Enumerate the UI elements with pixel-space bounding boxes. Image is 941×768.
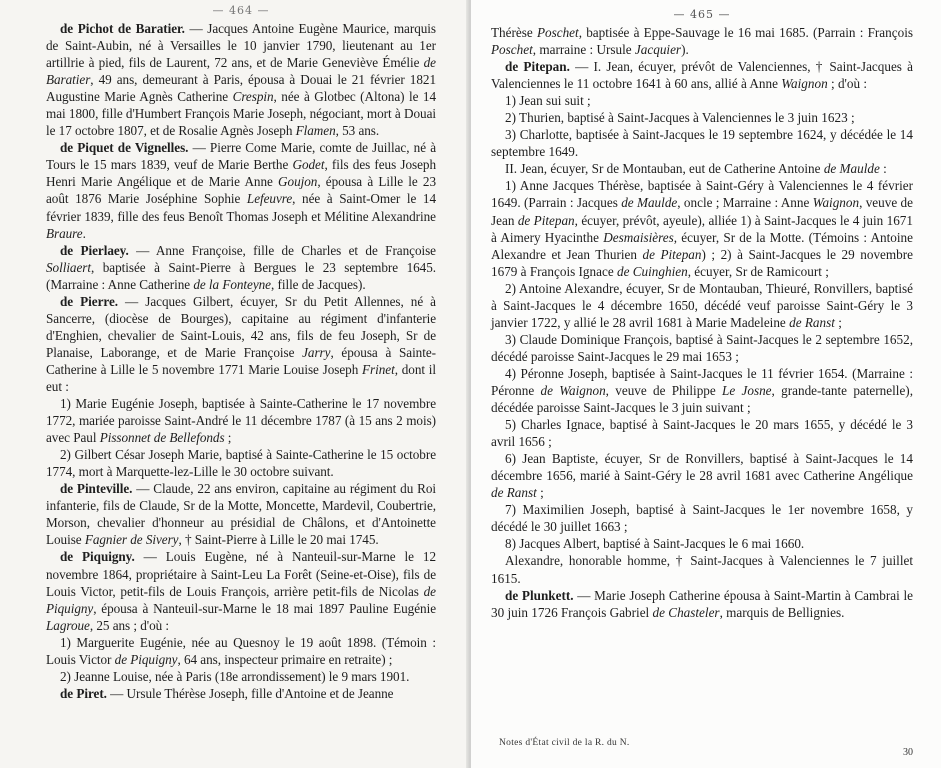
text-paragraph [491, 450, 913, 501]
signature-mark: 30 [903, 747, 913, 758]
text-run: 1) Anne Jacques Thérèse, baptisée à Saint-Géry à Valenciennes le 4 février 1649. (Parrain : Jacques [491, 178, 913, 211]
italic-name: Desmaisières [603, 229, 674, 245]
italic-name: de Ranst [789, 314, 835, 330]
text-run: 2) Gilbert César Joseph Marie, baptisé à Sainte-Catherine le 15 octobre 1774, mort à Marquette-lez-Lille le 30 octobre suivant. [46, 447, 436, 480]
text-run: , 53 ans. [335, 123, 380, 139]
italic-name: Waignon [781, 76, 828, 92]
text-run: , veuve de Jean [491, 195, 913, 228]
italic-name: Solliaert [46, 259, 91, 275]
text-run: , veuve de Philippe [605, 382, 723, 398]
text-run: , 25 ans ; d'où : [89, 617, 170, 633]
italic-name: de Cuinghien [616, 263, 688, 279]
italic-name: Crespin [232, 89, 274, 105]
text-run: ) ; 2) à Saint-Jacques le 29 novembre 1679 à François Ignace [491, 246, 913, 279]
text-run: , 49 ans, demeurant à Paris, épousa à Douai le 21 février 1821 Augustine Marie Agnès Catherine [46, 72, 436, 105]
italic-name: Fagnier de Sivery [84, 532, 179, 548]
text-paragraph [46, 668, 436, 685]
text-paragraph [491, 126, 913, 160]
text-run: — Jacques Antoine Eugène Maurice, marquis de Saint-Aubin, né à Versailles le 10 janvier 1790, lieutenant au 1er artillrie à pied, fils de Laurent, 72 ans, et de Marie Geneviève Émélie [46, 21, 436, 71]
text-run: 5) Charles Ignace, baptisé à Saint-Jacques le 20 mars 1655, y décédé le 3 avril 1656 ; [491, 417, 913, 450]
text-run: 2) Thurien, baptisé à Saint-Jacques à Valenciennes le 3 juin 1623 ; [505, 110, 855, 126]
entry-paragraph [46, 548, 436, 633]
italic-name: Lefeuvre [246, 191, 293, 207]
text-run: ). [681, 42, 689, 58]
entry-heading: de Pichot de Baratier. [60, 21, 185, 36]
italic-name: Flamen [295, 123, 336, 139]
italic-name: Poschet [491, 42, 533, 58]
text-paragraph [491, 416, 913, 450]
italic-name: Godet [292, 157, 325, 173]
entry-heading: de Piquigny. [60, 549, 135, 565]
text-run: , écuyer, Sr de Ramicourt ; [687, 263, 829, 279]
right-text-block [491, 24, 913, 621]
text-paragraph [491, 109, 913, 126]
text-run: — Anne Françoise, fille de Charles et de Françoise [128, 242, 436, 258]
text-run: , baptisée à Eppe-Sauvage le 16 mai 1685. (Parrain : François [578, 25, 914, 40]
text-run: — Jacques Gilbert, écuyer, Sr du Petit Allennes, né à Sancerre, (diocèse de Bourges), capitaine au régiment d'infanterie d'Enghien, chevalier de Saint-Louis, 42 ans, fils de feu Joseph, Sr de Planaise, Laborange, et de Marie Françoise [46, 293, 436, 360]
text-run: 6) Jean Baptiste, écuyer, Sr de Ronvillers, baptisé à Saint-Jacques le 14 décembre 1656, marié à Saint-Géry le 28 avril 1681 avec Catherine Angélique [491, 451, 913, 484]
left-text-block [46, 20, 436, 702]
entry-heading: de Piquet de Vignelles. [60, 140, 189, 156]
entry-paragraph [46, 480, 436, 548]
text-run: 3) Claude Dominique François, baptisé à Saint-Jacques le 2 septembre 1652, décédé paroisse Saint-Jacques le 29 mai 1653 ; [491, 331, 913, 364]
right-page [471, 0, 941, 768]
text-paragraph [491, 535, 913, 552]
left-page [0, 0, 470, 768]
text-paragraph [491, 365, 913, 416]
text-run: , marraine : Ursule [532, 42, 635, 58]
entry-heading: de Pierre. [60, 293, 118, 309]
text-paragraph [46, 395, 436, 446]
text-paragraph [491, 92, 913, 109]
text-paragraph [46, 446, 436, 480]
entry-heading: de Pitepan. [505, 59, 570, 75]
italic-name: de la Fonteyne [193, 276, 271, 292]
text-run: 1) Marie Eugénie Joseph, baptisée à Sainte-Catherine le 17 novembre 1772, mariée paroisse Saint-André le 11 décembre 1787 (à 15 ans 2 mois) avec Paul [46, 396, 436, 446]
italic-name: de Baratier [46, 55, 436, 88]
italic-name: Frinet [362, 361, 395, 377]
italic-name: de Maulde [621, 195, 678, 211]
text-run: . [82, 225, 86, 241]
text-run: ; [834, 314, 842, 330]
text-run: 1) Marguerite Eugénie, née au Quesnoy le 19 août 1898. (Témoin : Louis Victor [46, 634, 436, 667]
text-run: 1) Jean sui suit ; [505, 93, 591, 109]
text-run: 7) Maximilien Joseph, baptisé à Saint-Jacques le 1er novembre 1658, y décédé le 30 juillet 1663 ; [491, 502, 913, 535]
italic-name: de Chasteler [652, 604, 720, 620]
text-run: , marquis de Bellignies. [719, 604, 845, 620]
text-paragraph [491, 160, 913, 177]
italic-name: de Pitepan [642, 246, 702, 262]
text-run: , oncle ; Marraine : Anne [677, 195, 813, 211]
text-run: — Pierre Come Marie, comte de Juillac, né à Tours le 15 mars 1839, veuf de Marie Berthe [46, 140, 436, 173]
text-paragraph [491, 24, 913, 58]
text-run: Alexandre, honorable homme, † Saint-Jacques à Valenciennes le 7 juillet 1615. [491, 553, 913, 586]
italic-name: de Piquigny [46, 583, 436, 616]
entry-paragraph [491, 58, 913, 92]
text-run: 3) Charlotte, baptisée à Saint-Jacques le 19 septembre 1624, y décédée le 14 septembre 1649. [491, 127, 913, 160]
text-paragraph [46, 634, 436, 668]
text-run: II. Jean, écuyer, Sr de Montauban, eut de Catherine Antoine [505, 161, 824, 177]
text-paragraph [491, 177, 913, 279]
entry-paragraph [46, 139, 436, 241]
italic-name: Jarry [302, 344, 331, 360]
entry-paragraph [46, 20, 436, 139]
text-paragraph [491, 280, 913, 331]
text-run: , épousa à Lille le 23 août 1876 Marie Joséphine Sophie [46, 174, 437, 207]
italic-name: de Waignon [540, 382, 606, 398]
italic-name: Braure [46, 225, 83, 241]
italic-name: Lagroue [46, 617, 90, 633]
text-run: , 64 ans, inspecteur primaire en retraite) ; [177, 651, 393, 667]
text-run: , fils des feus Joseph Henri Marie Angélique et de Marie Anne [46, 157, 436, 190]
text-run: , née à Glotbec (Altona) le 14 mai 1800, fille d'Humbert François Marie Joseph, négociant, mort à Douai le 17 octobre 1807, et de Rosalie Agnès Joseph [46, 89, 436, 139]
italic-name: Jacquier [634, 42, 682, 58]
text-run: , écuyer, prévôt, ayeule), alliée 1) à Saint-Jacques le 4 juin 1671 à Aimery Hyacinthe [491, 212, 913, 245]
page-number-left: — 464 — [212, 4, 270, 17]
entry-paragraph [46, 685, 436, 702]
italic-name: de Pitepan [517, 212, 575, 228]
page-number-right: — 465 — [673, 8, 731, 21]
text-run: — Marie Joseph Catherine épousa à Saint-Martin à Cambrai le 30 juin 1726 François Gabriel [491, 587, 914, 620]
text-run: , fille de Jacques). [271, 276, 366, 292]
italic-name: de Piquigny [114, 651, 178, 667]
text-paragraph [491, 552, 913, 586]
text-run: Thérèse [491, 25, 537, 40]
italic-name: Waignon [812, 195, 860, 211]
entry-heading: de Plunkett. [505, 587, 574, 603]
text-run: , † Saint-Pierre à Lille le 20 mai 1745. [178, 532, 379, 548]
italic-name: Goujon [278, 174, 318, 190]
italic-name: Le Josne [722, 382, 772, 398]
text-run: 2) Antoine Alexandre, écuyer, Sr de Montauban, Thieuré, Ronvillers, baptisé à Saint-Jacques le 4 décembre 1650, décédé veuf paroisse Saint-Géry le 3 janvier 1722, y allié le 28 avril 1681 à Marie Madeleine [491, 280, 913, 330]
italic-name: Pissonnet de Bellefonds [99, 430, 225, 446]
text-run: , écuyer, Sr de la Motte. (Témoins : Antoine Alexandre et Jean Thurien [491, 229, 914, 262]
entry-heading: de Piret. [60, 685, 107, 701]
text-run: 8) Jacques Albert, baptisé à Saint-Jacques le 6 mai 1660. [505, 536, 805, 552]
text-run: , grande-tante paternelle), décédée paroisse Saint-Jacques le 3 juin suivant ; [491, 382, 913, 416]
italic-name: de Maulde [823, 161, 880, 177]
italic-name: Poschet [536, 25, 579, 40]
text-run: 2) Jeanne Louise, née à Paris (18e arrondissement) le 9 mars 1901. [60, 668, 410, 684]
text-run: — Claude, 22 ans environ, capitaine au régiment du Roi infanterie, fils de Claude, Sr de la Motte, Moncette, Mardevil, Coubertrie, Morson, chevalier d'honneur au présidial de Châlons, et d'Antoinette Louise [46, 481, 436, 548]
italic-name: de Ranst [491, 485, 537, 501]
text-run: 4) Péronne Joseph, baptisée à Saint-Jacques le 11 février 1654. (Marraine : Péronne [491, 365, 913, 398]
text-paragraph [491, 501, 913, 535]
entry-paragraph [46, 293, 436, 395]
entry-paragraph [46, 242, 436, 293]
text-run: ; [224, 430, 232, 446]
text-run: , épousa à Nanteuil-sur-Marne le 18 mai 1897 Pauline Eugénie [93, 600, 436, 616]
text-run: ; [536, 485, 544, 501]
text-run: — I. Jean, écuyer, prévôt de Valenciennes, † Saint-Jacques à Valenciennes le 11 octobre 1641 à 60 ans, allié à Anne [491, 59, 913, 92]
entry-heading: de Pinteville. [60, 481, 133, 497]
text-paragraph [491, 331, 913, 365]
text-run: , née à Saint-Omer le 14 février 1839, fille des feus Benoît Thomas Joseph et Mélitine Alexandrine [46, 191, 437, 224]
entry-paragraph [491, 587, 913, 621]
text-run: , baptisée à Saint-Pierre à Bergues le 23 septembre 1645. (Marraine : Anne Catherine [46, 259, 436, 292]
text-run: — Ursule Thérèse Joseph, fille d'Antoine et de Jeanne [106, 685, 394, 701]
text-run: , épousa à Sainte-Catherine à Lille le 5 novembre 1771 Marie Louise Joseph [46, 344, 436, 377]
footer-note: Notes d'État civil de la R. du N. [499, 738, 630, 748]
text-run: : [879, 161, 887, 177]
entry-heading: de Pierlaey. [60, 242, 129, 258]
text-run: — Louis Eugène, né à Nanteuil-sur-Marne le 12 novembre 1864, propriétaire à Saint-Leu La Forêt (Seine-et-Oise), fils de Louis Victor, petit-fils de Louis François, arrière petit-fils de Nicolas [46, 549, 436, 599]
text-run: ; d'où : [827, 76, 868, 92]
text-run: , dont il eut : [46, 361, 436, 394]
